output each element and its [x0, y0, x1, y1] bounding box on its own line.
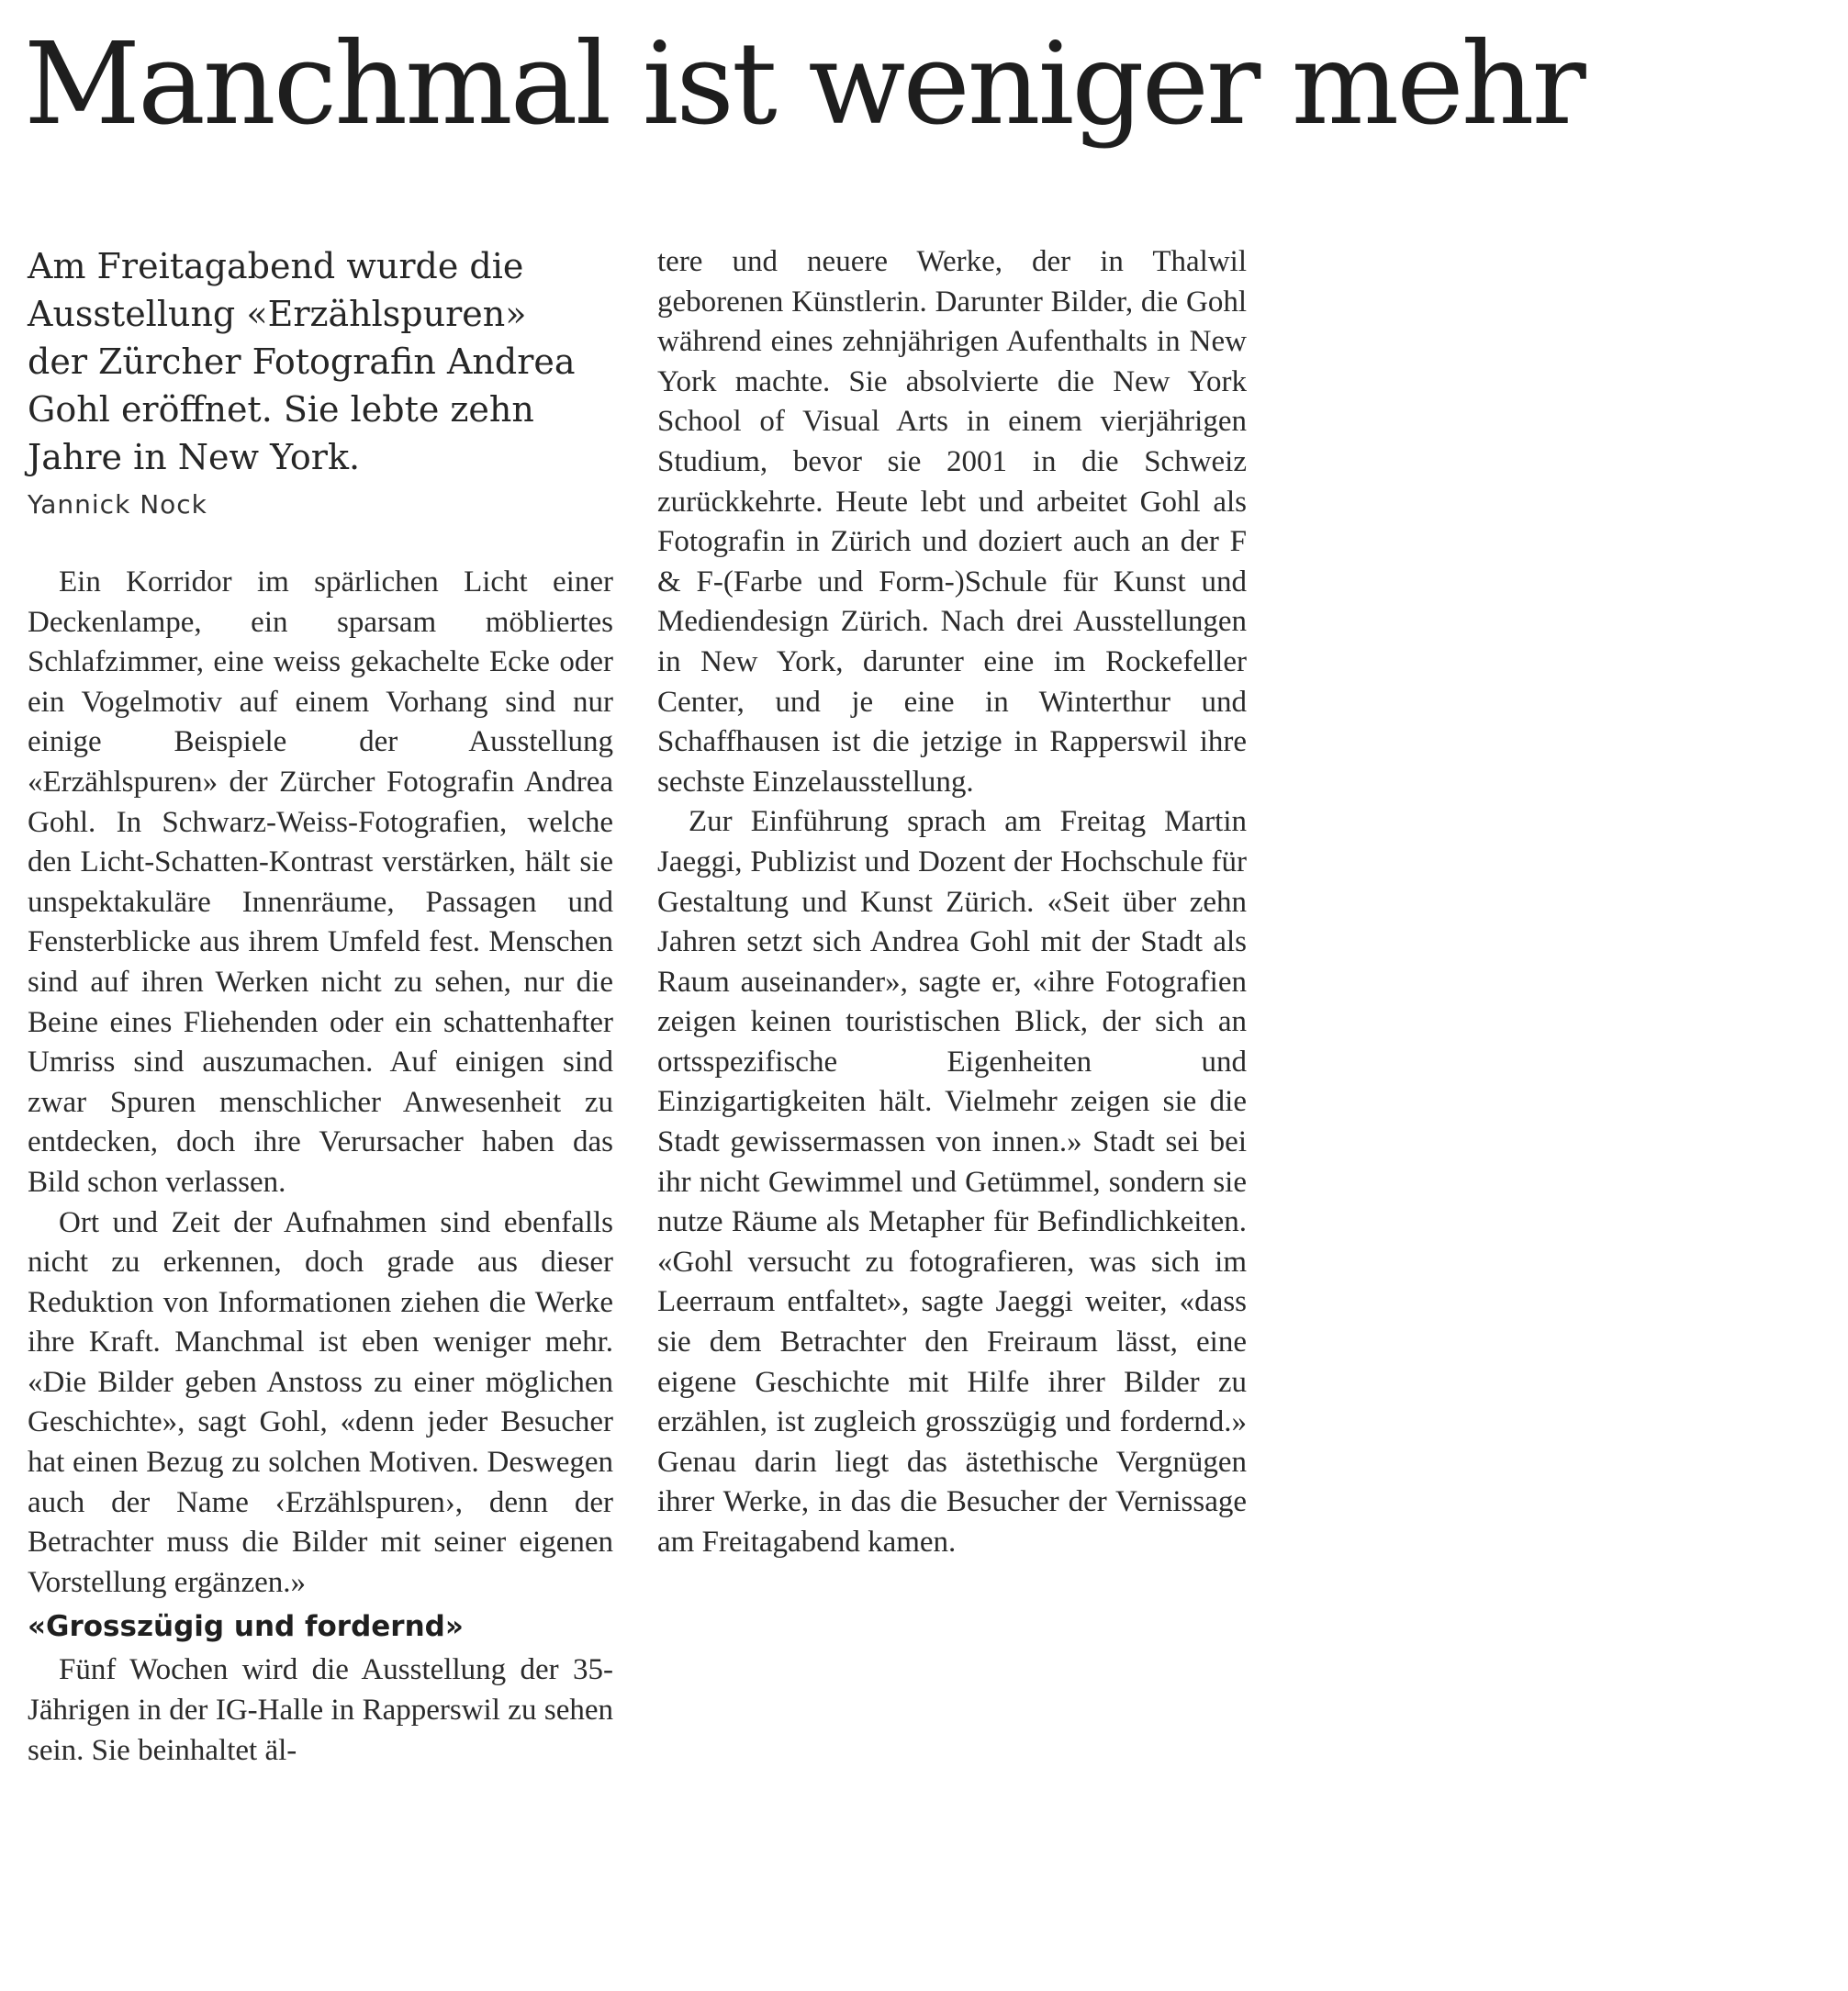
body-paragraph: Fünf Wochen wird die Ausstellung der 35-Jährigen in der IG-Halle in Rapperswil zu sehen sein. Sie beinhaltet äl- [28, 1653, 613, 1767]
article-subhead: «Grosszügig und fordernd» [28, 1610, 464, 1644]
body-paragraph: Ort und Zeit der Aufnahmen sind ebenfalls nicht zu erkennen, doch grade aus dieser Reduktion von Informationen ziehen die Werke ihre Kraft. Manchmal ist eben weniger mehr. «Die Bilder geben Anstoss zu einer möglichen Geschichte», sagt Gohl, «denn jeder Besucher hat einen Bezug zu solchen Motiven. Deswegen auch der Name ‹Erzählspuren›, denn der Betrachter muss die Bilder mit seiner eigenen Vorstellung ergänzen.» [28, 1205, 613, 1599]
article-column-right [657, 242, 1247, 1563]
article-headline: Manchmal ist weniger mehr [24, 18, 1584, 151]
body-paragraph: tere und neuere Werke, der in Thalwil geborenen Künstlerin. Darunter Bilder, die Gohl während eines zehnjährigen Aufenthalts in New York machte. Sie absolvierte die New York School of Visual Arts in einem vierjährigen Studium, bevor sie 2001 in die Schweiz zurückkehrte. Heute lebt und arbeitet Gohl als Fotografin in Zürich und doziert auch an der F & F-(Farbe und Form-)Schule für Kunst und Mediendesign Zürich. Nach drei Ausstellungen in New York, darunter eine im Rockefeller Center, und je eine in Winterthur und Schaffhausen ist die jetzige in Rapperswil ihre sechste Einzelausstellung. [657, 245, 1247, 799]
body-paragraph: Ein Korridor im spärlichen Licht einer Deckenlampe, ein sparsam möbliertes Schlafzimmer, eine weiss gekachelte Ecke oder ein Vogelmotiv auf einem Vorhang sind nur einige Beispiele der Ausstellung «Erzählspuren» der Zürcher Fotografin Andrea Gohl. In Schwarz-Weiss-Fotografien, welche den Licht-Schatten-Kontrast verstärken, hält sie unspektakuläre Innenräume, Passagen und Fensterblicke aus ihrem Umfeld fest. Menschen sind auf ihren Werken nicht zu sehen, nur die Beine eines Fliehenden oder ein schattenhafter Umriss sind auszumachen. Auf einigen sind zwar Spuren menschlicher Anwesenheit zu entdecken, doch ihre Verursacher haben das Bild schon verlassen. [28, 565, 613, 1199]
body-paragraph: Zur Einführung sprach am Freitag Martin Jaeggi, Publizist und Dozent der Hochschule für Gestaltung und Kunst Zürich. «Seit über zehn Jahren setzt sich Andrea Gohl mit der Stadt als Raum auseinander», sagte er, «ihre Fotografien zeigen keinen touristischen Blick, der sich an ortsspezifische Eigenheiten und Einzigartigkeiten hält. Vielmehr zeigen sie die Stadt gewissermassen von innen.» Stadt sei bei ihr nicht Gewimmel und Getümmel, sondern sie nutze Räume als Metapher für Befindlichkeiten. «Gohl versucht zu fotografieren, was sich im Leerraum entfaltet», sagte Jaeggi weiter, «dass sie dem Betrachter den Freiraum lässt, eine eigene Geschichte mit Hilfe ihrer Bilder zu erzählen, ist zugleich grosszügig und fordernd.» Genau darin liegt das ästethische Vergnügen ihrer Werke, in das die Besucher der Vernissage am Freitagabend kamen. [657, 805, 1247, 1559]
article-column-left [28, 242, 613, 1771]
article-byline: Yannick Nock [28, 489, 207, 520]
article-lead: Am Freitagabend wurde die Ausstellung «Erzählspuren» der Zürcher Fotografin Andrea Gohl eröffnet. Sie lebte zehn Jahre in New York. [28, 246, 576, 477]
